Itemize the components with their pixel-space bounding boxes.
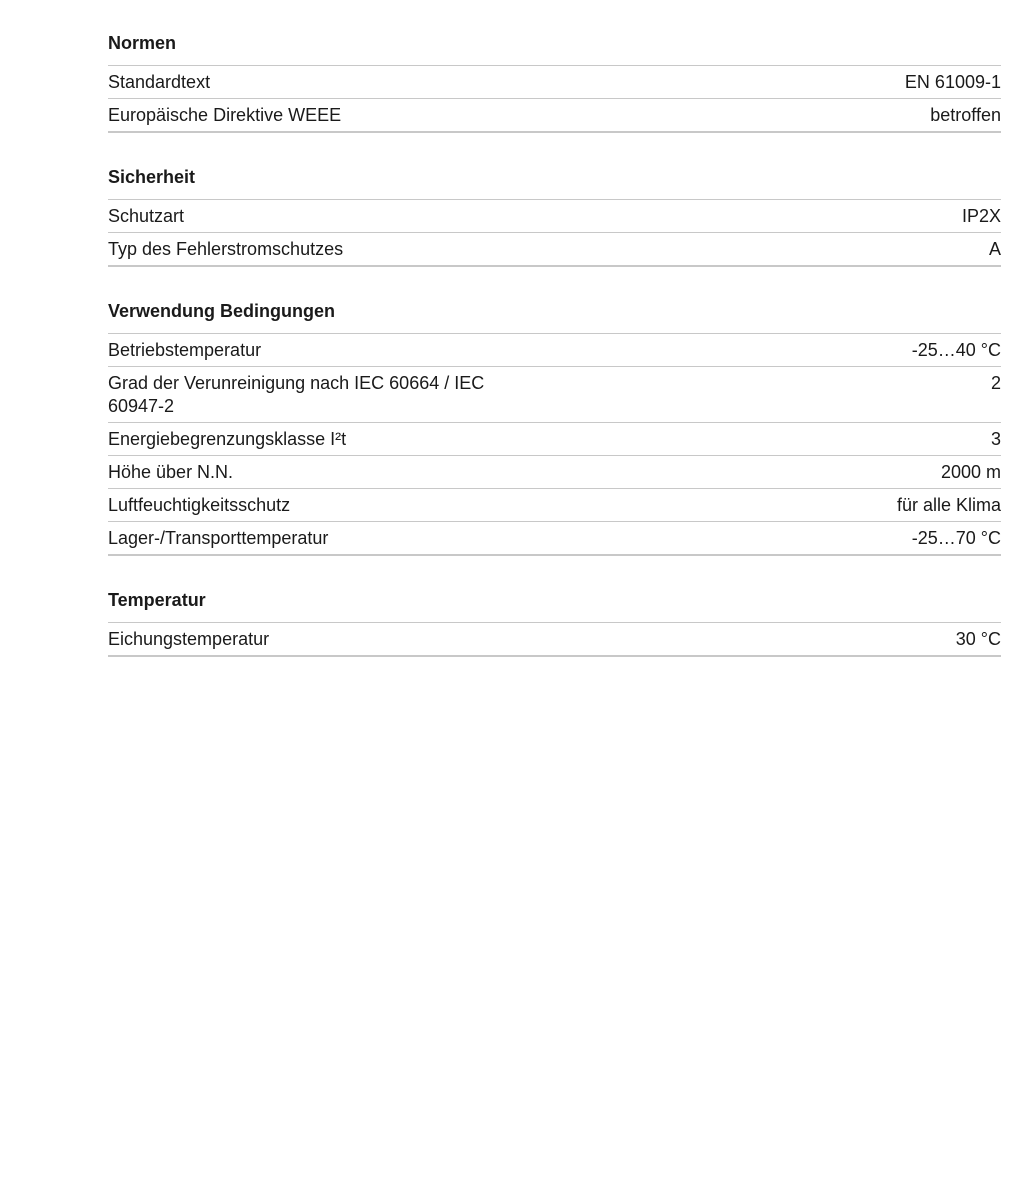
section-normen	[108, 31, 1001, 133]
spec-value: 2000 m	[940, 462, 1001, 482]
spec-value: 2	[990, 373, 1001, 393]
section-title: Normen	[108, 31, 1001, 66]
spec-value: für alle Klima	[896, 495, 1001, 515]
spec-label: Betriebstemperatur	[108, 340, 262, 360]
spec-label: Höhe über N.N.	[108, 462, 234, 482]
spec-row	[108, 233, 1001, 267]
spec-label: Europäische Direktive WEEE	[108, 105, 342, 125]
section-temperatur	[108, 588, 1001, 657]
spec-label: Standardtext	[108, 72, 211, 92]
spec-label: Typ des Fehlerstromschutzes	[108, 239, 344, 259]
spec-label: Eichungstemperatur	[108, 629, 270, 649]
spec-label: Lager-/Transporttemperatur	[108, 528, 329, 548]
spec-row	[108, 367, 1001, 423]
spec-value: -25…70 °C	[911, 528, 1001, 548]
spec-sheet	[108, 31, 1001, 689]
spec-row	[108, 334, 1001, 367]
spec-value: EN 61009-1	[904, 72, 1001, 92]
spec-row	[108, 99, 1001, 133]
spec-row	[108, 489, 1001, 522]
spec-label: Grad der Verunreinigung nach IEC 60664 / IEC 60947-2	[108, 373, 485, 416]
spec-value: 3	[990, 429, 1001, 449]
spec-label: Luftfeuchtigkeitsschutz	[108, 495, 291, 515]
spec-value: -25…40 °C	[911, 340, 1001, 360]
spec-row	[108, 66, 1001, 99]
spec-value: betroffen	[930, 105, 1001, 125]
spec-row	[108, 623, 1001, 657]
spec-label: Energiebegrenzungsklasse I²t	[108, 429, 347, 449]
spec-label: Schutzart	[108, 206, 185, 226]
spec-row	[108, 200, 1001, 233]
section-title: Verwendung Bedingungen	[108, 299, 1001, 334]
spec-value: A	[988, 239, 1001, 259]
spec-row	[108, 456, 1001, 489]
spec-row	[108, 423, 1001, 456]
section-verwendung-bedingungen	[108, 299, 1001, 556]
spec-value: IP2X	[961, 206, 1001, 226]
section-title: Temperatur	[108, 588, 1001, 623]
section-sicherheit	[108, 165, 1001, 267]
section-title: Sicherheit	[108, 165, 1001, 200]
spec-value: 30 °C	[955, 629, 1001, 649]
spec-row	[108, 522, 1001, 556]
